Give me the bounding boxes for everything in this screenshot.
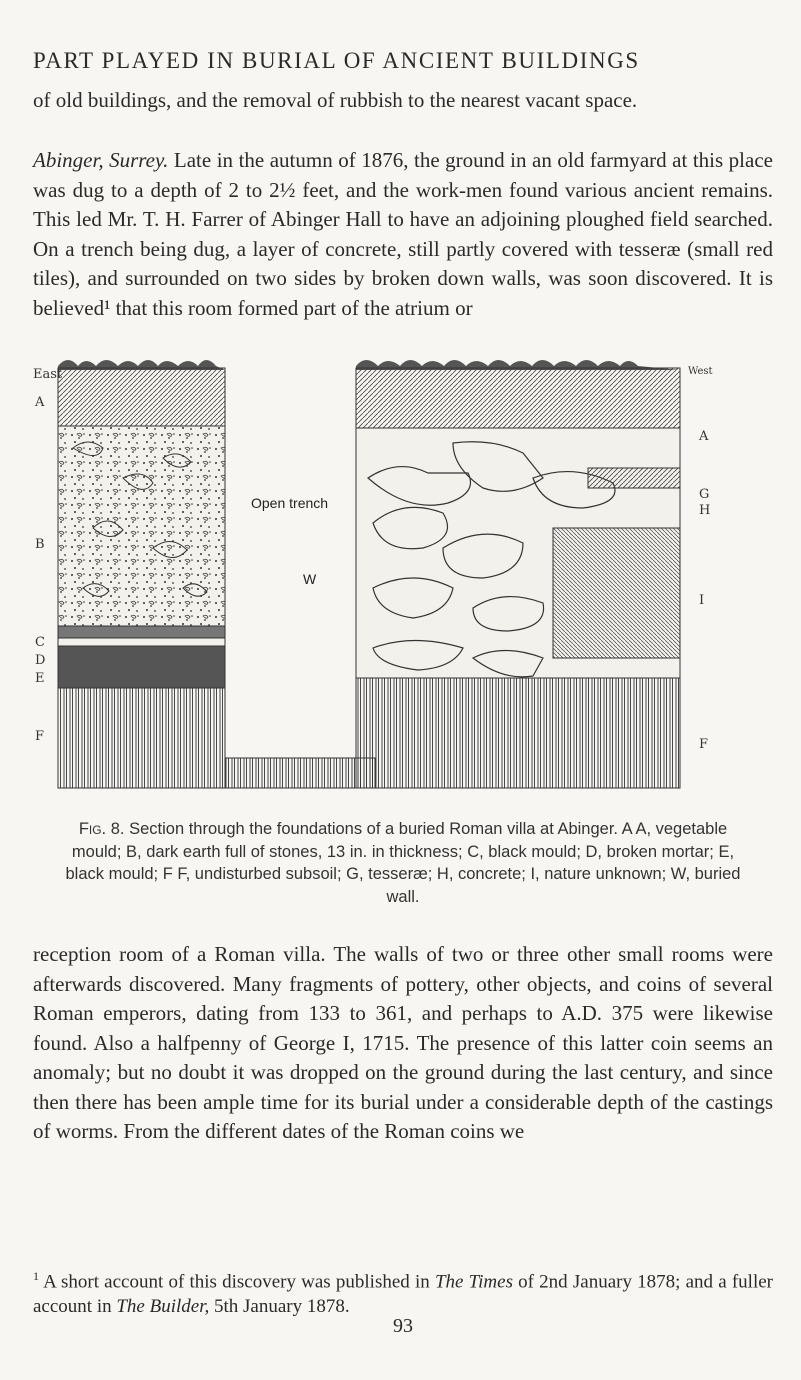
- label-a-left: A: [35, 395, 45, 410]
- footnote-text-2: of 2nd January 1878; and a fuller account in: [33, 1271, 773, 1318]
- footnote: [33, 1264, 773, 1319]
- label-c: C: [35, 635, 45, 650]
- label-west: West: [688, 366, 713, 377]
- paragraph-villa: reception room of a Roman villa. The walls of two or three other small rooms were afterwards discovered. Many fragments of pottery, other objects, and coins of several Roman emperors, dating from 133 to 361, and perhaps to A.D. 375 were likewise found. Also a halfpenny of George I, 1715. The presence of this latter coin seems an anomaly; but no doubt it was dropped on the ground during the last century, and since then there has been ample time for its burial under a considerable depth of the castings of worms. From the different dates of the Roman coins we: [33, 942, 773, 1143]
- page-number: 93: [393, 1315, 413, 1337]
- label-i: I: [699, 593, 705, 608]
- label-open-trench: Open trench: [251, 495, 329, 511]
- place-name: Abinger, Surrey.: [33, 148, 169, 172]
- label-e: E: [35, 671, 45, 686]
- label-f-right: F: [699, 737, 709, 752]
- label-a-right: A: [699, 429, 709, 444]
- figure-caption: [63, 818, 743, 908]
- label-east: East: [33, 367, 63, 382]
- footnote-builder-title: The Builder,: [116, 1296, 210, 1318]
- paragraph-continued: of old buildings, and the removal of rubbish to the nearest vacant space.: [33, 88, 638, 112]
- label-h: H: [699, 503, 711, 518]
- label-g: G: [699, 487, 710, 502]
- label-f-left: F: [35, 729, 45, 744]
- paragraph-abinger-text: Late in the autumn of 1876, the ground in an old farmyard at this place was dug to a depth of 2 to 2½ feet, and the work-men found various ancient remains. This led Mr. T. H. Farrer of Abinger Hall to have an adjoining ploughed field searched. On a trench being dug, a layer of concrete, still partly covered with tesseræ (small red tiles), and surrounded on two sides by broken down walls, was soon discovered. It is believed¹ that this room formed part of the atrium or: [33, 148, 773, 320]
- figure-number: Fig. 8.: [78, 820, 125, 838]
- label-d: D: [35, 653, 46, 668]
- footnote-text-3: 5th January 1878.: [214, 1296, 350, 1318]
- running-header: PART PLAYED IN BURIAL OF ANCIENT BUILDINGS: [33, 48, 640, 73]
- footnote-text-1: A short account of this discovery was published in: [43, 1271, 430, 1293]
- footnote-mark: 1: [33, 1269, 39, 1283]
- figure-caption-text: Section through the foundations of a buried Roman villa at Abinger. A A, vegetable mould; B, dark earth full of stones, 13 in. in thickness; C, black mould; D, broken mortar; E, black mould; F F, undisturbed subsoil; G, tesseræ; H, concrete; I, nature unknown; W, buried wall.: [65, 820, 741, 906]
- label-b: B: [35, 537, 45, 552]
- figure-section-drawing: [33, 348, 773, 806]
- paragraph-abinger: [33, 146, 773, 323]
- label-w: W: [303, 571, 317, 587]
- footnote-times-title: The Times: [434, 1271, 513, 1293]
